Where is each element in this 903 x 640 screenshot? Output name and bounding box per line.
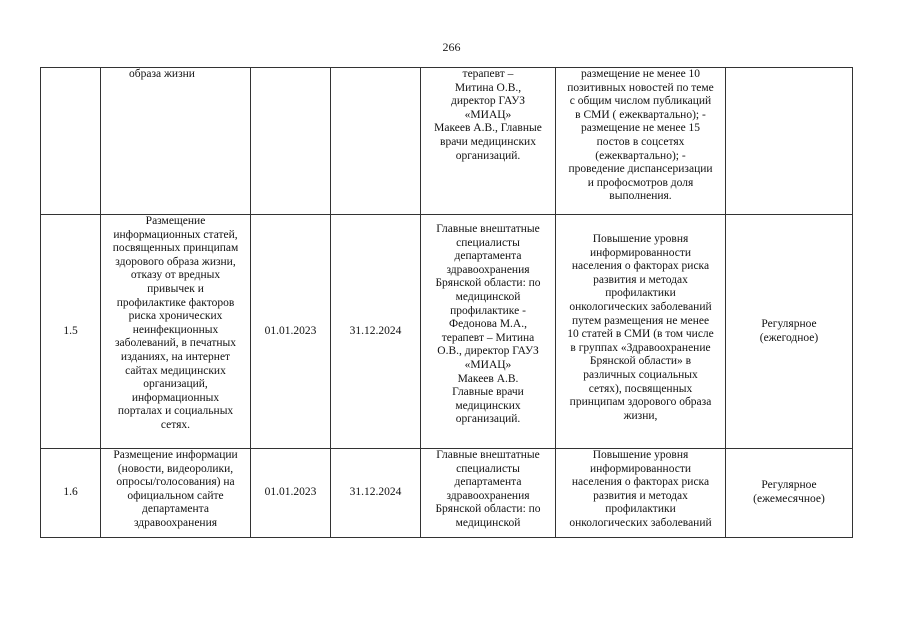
event-cell: образа жизни <box>101 68 251 215</box>
frequency-cell <box>726 68 853 215</box>
table-row <box>41 215 853 449</box>
responsible-cell: терапевт – Митина О.В., директор ГАУЗ «МИАЦ» Макеев А.В., Главные врачи медицинских организаций. <box>421 68 556 215</box>
event-cell: Размещение информации (новости, видеоролики, опросы/голосования) на официальном сайте департамента здравоохранения <box>101 449 251 538</box>
row-number-cell: 1.6 <box>41 449 101 538</box>
end-date-cell: 31.12.2024 <box>331 215 421 449</box>
table-row <box>41 68 853 215</box>
responsible-cell: Главные внештатные специалисты департамента здравоохранения Брянской области: по медицинской <box>421 449 556 538</box>
responsible-cell: Главные внештатные специалисты департамента здравоохранения Брянской области: по медицинской профилактике - Федонова М.А., терапевт – Митина О.В., директор ГАУЗ «МИАЦ» Макеев А.В. Главные врачи медицинских организаций. <box>421 215 556 449</box>
start-date-cell: 01.01.2023 <box>251 215 331 449</box>
result-cell: Повышение уровня информированности населения о факторах риска развития и методах профилактики онкологических заболеваний <box>556 449 726 538</box>
end-date-cell: 31.12.2024 <box>331 449 421 538</box>
start-date-cell: 01.01.2023 <box>251 449 331 538</box>
frequency-cell: Регулярное (ежегодное) <box>726 215 853 449</box>
row-number-cell <box>41 68 101 215</box>
start-date-cell <box>251 68 331 215</box>
event-cell: Размещение информационных статей, посвященных принципам здорового образа жизни, отказу от вредных привычек и профилактике факторов риска хронических неинфекционных заболеваний, в печатных изданиях, на интернет сайтах медицинских организаций, информационных порталах и социальных сетях. <box>101 215 251 449</box>
plan-table <box>40 67 853 538</box>
page-number: 266 <box>442 40 461 54</box>
result-cell: размещение не менее 10 позитивных новостей по теме с общим числом публикаций в СМИ ( ежеквартально); - размещение не менее 15 постов в соцсетях (ежеквартально); - проведение диспансеризации и профосмотров доля выполнения. <box>556 68 726 215</box>
frequency-cell: Регулярное (ежемесячное) <box>726 449 853 538</box>
row-number-cell: 1.5 <box>41 215 101 449</box>
result-cell: Повышение уровня информированности населения о факторах риска развития и методах профилактики онкологических заболеваний путем размещения не менее 10 статей в СМИ (в том числе в группах «Здравоохранение Брянской области» в различных социальных сетях), посвященных принципам здорового образа жизни, <box>556 215 726 449</box>
end-date-cell <box>331 68 421 215</box>
table-row <box>41 449 853 538</box>
